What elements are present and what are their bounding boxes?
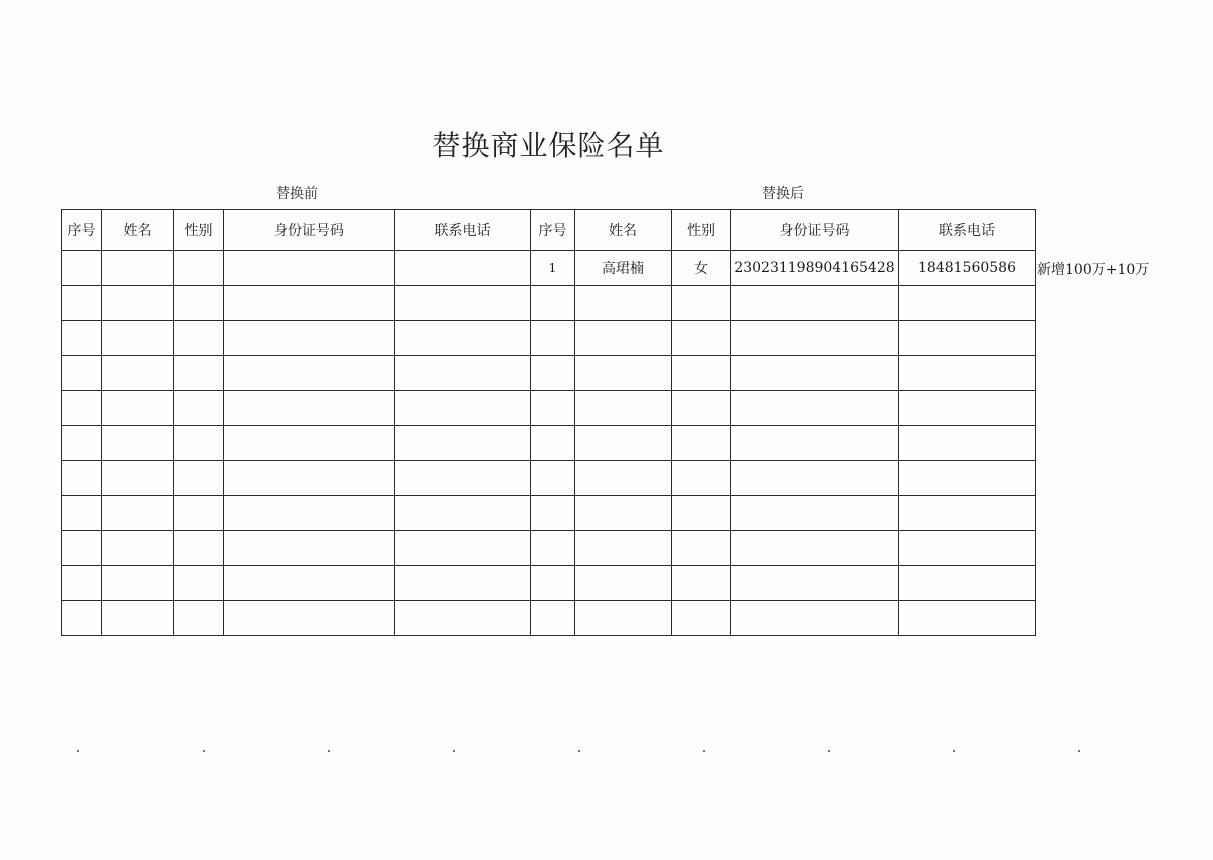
cell-phone-before xyxy=(395,426,531,461)
table-row xyxy=(62,426,1036,461)
cell-gender-before xyxy=(174,426,224,461)
header-id-after: 身份证号码 xyxy=(731,210,899,251)
cell-name-after xyxy=(575,601,672,636)
cell-seq-after xyxy=(531,566,575,601)
cell-name-before xyxy=(102,496,174,531)
table-row xyxy=(62,286,1036,321)
cell-name-after xyxy=(575,461,672,496)
cell-name-after: 高珺楠 xyxy=(575,251,672,286)
cell-gender-before xyxy=(174,391,224,426)
cell-phone-after xyxy=(899,461,1036,496)
cell-seq-before xyxy=(62,461,102,496)
cell-gender-before xyxy=(174,251,224,286)
cell-phone-before xyxy=(395,356,531,391)
cell-gender-after xyxy=(672,566,731,601)
cell-phone-after xyxy=(899,391,1036,426)
cell-gender-after xyxy=(672,426,731,461)
cell-seq-before xyxy=(62,496,102,531)
side-note: 新增100万+10万 xyxy=(1037,262,1150,278)
cell-phone-after xyxy=(899,496,1036,531)
cell-gender-before xyxy=(174,461,224,496)
cell-phone-before xyxy=(395,601,531,636)
cell-seq-after: 1 xyxy=(531,251,575,286)
header-phone-before: 联系电话 xyxy=(395,210,531,251)
cell-id-before xyxy=(224,496,395,531)
cell-name-before xyxy=(102,356,174,391)
cell-gender-before xyxy=(174,601,224,636)
cell-seq-after xyxy=(531,601,575,636)
header-seq-before: 序号 xyxy=(62,210,102,251)
cell-name-after xyxy=(575,286,672,321)
cell-id-before xyxy=(224,566,395,601)
cell-phone-before xyxy=(395,531,531,566)
cell-seq-before xyxy=(62,321,102,356)
cell-phone-after xyxy=(899,566,1036,601)
cell-gender-before xyxy=(174,321,224,356)
cell-seq-after xyxy=(531,496,575,531)
section-label-after: 替换后 xyxy=(762,186,804,202)
cell-seq-before xyxy=(62,286,102,321)
cell-phone-after xyxy=(899,356,1036,391)
cell-id-after xyxy=(731,566,899,601)
cell-id-before xyxy=(224,356,395,391)
table-row xyxy=(62,531,1036,566)
table-row xyxy=(62,356,1036,391)
cell-phone-after xyxy=(899,531,1036,566)
cell-phone-before xyxy=(395,286,531,321)
cell-id-before xyxy=(224,251,395,286)
cell-id-before xyxy=(224,426,395,461)
cell-seq-before xyxy=(62,391,102,426)
cell-id-after xyxy=(731,391,899,426)
cell-id-after xyxy=(731,356,899,391)
header-gender-before: 性别 xyxy=(174,210,224,251)
cell-id-after xyxy=(731,531,899,566)
header-name-before: 姓名 xyxy=(102,210,174,251)
cell-id-before xyxy=(224,391,395,426)
cell-phone-before xyxy=(395,321,531,356)
table-row xyxy=(62,601,1036,636)
cell-id-after xyxy=(731,286,899,321)
cell-phone-before xyxy=(395,566,531,601)
cell-id-before xyxy=(224,286,395,321)
cell-seq-before xyxy=(62,251,102,286)
cell-name-after xyxy=(575,496,672,531)
cell-seq-before xyxy=(62,601,102,636)
cell-phone-after xyxy=(899,601,1036,636)
header-gender-after: 性别 xyxy=(672,210,731,251)
cell-seq-after xyxy=(531,391,575,426)
cell-name-after xyxy=(575,321,672,356)
cell-gender-after xyxy=(672,461,731,496)
cell-id-before xyxy=(224,601,395,636)
table-header-row xyxy=(62,210,1036,251)
cell-phone-after: 18481560586 xyxy=(899,251,1036,286)
cell-name-before xyxy=(102,391,174,426)
cell-id-after xyxy=(731,601,899,636)
cell-phone-before xyxy=(395,251,531,286)
cell-id-after xyxy=(731,426,899,461)
insurance-roster-table xyxy=(61,209,1036,636)
cell-phone-after xyxy=(899,426,1036,461)
cell-phone-before xyxy=(395,461,531,496)
table-row xyxy=(62,251,1036,286)
cell-name-after xyxy=(575,426,672,461)
cell-id-after xyxy=(731,461,899,496)
cell-gender-before xyxy=(174,286,224,321)
cell-id-before xyxy=(224,321,395,356)
cell-gender-after xyxy=(672,356,731,391)
cell-name-before xyxy=(102,531,174,566)
header-name-after: 姓名 xyxy=(575,210,672,251)
cell-gender-before xyxy=(174,356,224,391)
cell-gender-before xyxy=(174,496,224,531)
cell-phone-after xyxy=(899,321,1036,356)
cell-name-before xyxy=(102,461,174,496)
cell-name-after xyxy=(575,356,672,391)
cell-seq-before xyxy=(62,531,102,566)
section-label-before: 替换前 xyxy=(276,186,318,202)
cell-name-before xyxy=(102,601,174,636)
cell-seq-after xyxy=(531,461,575,496)
cell-gender-after xyxy=(672,321,731,356)
header-seq-after: 序号 xyxy=(531,210,575,251)
cell-name-after xyxy=(575,566,672,601)
table-row xyxy=(62,391,1036,426)
cell-phone-before xyxy=(395,496,531,531)
cell-phone-before xyxy=(395,391,531,426)
cell-seq-after xyxy=(531,531,575,566)
table-body xyxy=(62,251,1036,636)
table-row xyxy=(62,496,1036,531)
header-phone-after: 联系电话 xyxy=(899,210,1036,251)
cell-name-before xyxy=(102,251,174,286)
cell-name-before xyxy=(102,286,174,321)
cell-gender-after xyxy=(672,531,731,566)
cell-name-after xyxy=(575,391,672,426)
cell-gender-after: 女 xyxy=(672,251,731,286)
cell-id-before xyxy=(224,461,395,496)
scan-edge-marks xyxy=(0,750,1213,758)
cell-gender-after xyxy=(672,601,731,636)
cell-gender-after xyxy=(672,286,731,321)
table-row xyxy=(62,566,1036,601)
cell-phone-after xyxy=(899,286,1036,321)
cell-name-before xyxy=(102,426,174,461)
cell-seq-after xyxy=(531,321,575,356)
cell-seq-before xyxy=(62,356,102,391)
table-row xyxy=(62,461,1036,496)
cell-name-before xyxy=(102,321,174,356)
document-title: 替换商业保险名单 xyxy=(432,129,665,162)
cell-gender-before xyxy=(174,566,224,601)
table-row xyxy=(62,321,1036,356)
cell-id-after: 230231198904165428 xyxy=(731,251,899,286)
cell-gender-before xyxy=(174,531,224,566)
cell-seq-after xyxy=(531,426,575,461)
cell-id-before xyxy=(224,531,395,566)
cell-name-after xyxy=(575,531,672,566)
cell-name-before xyxy=(102,566,174,601)
cell-gender-after xyxy=(672,496,731,531)
cell-gender-after xyxy=(672,391,731,426)
cell-id-after xyxy=(731,321,899,356)
cell-seq-before xyxy=(62,566,102,601)
cell-seq-after xyxy=(531,286,575,321)
cell-id-after xyxy=(731,496,899,531)
cell-seq-before xyxy=(62,426,102,461)
header-id-before: 身份证号码 xyxy=(224,210,395,251)
cell-seq-after xyxy=(531,356,575,391)
